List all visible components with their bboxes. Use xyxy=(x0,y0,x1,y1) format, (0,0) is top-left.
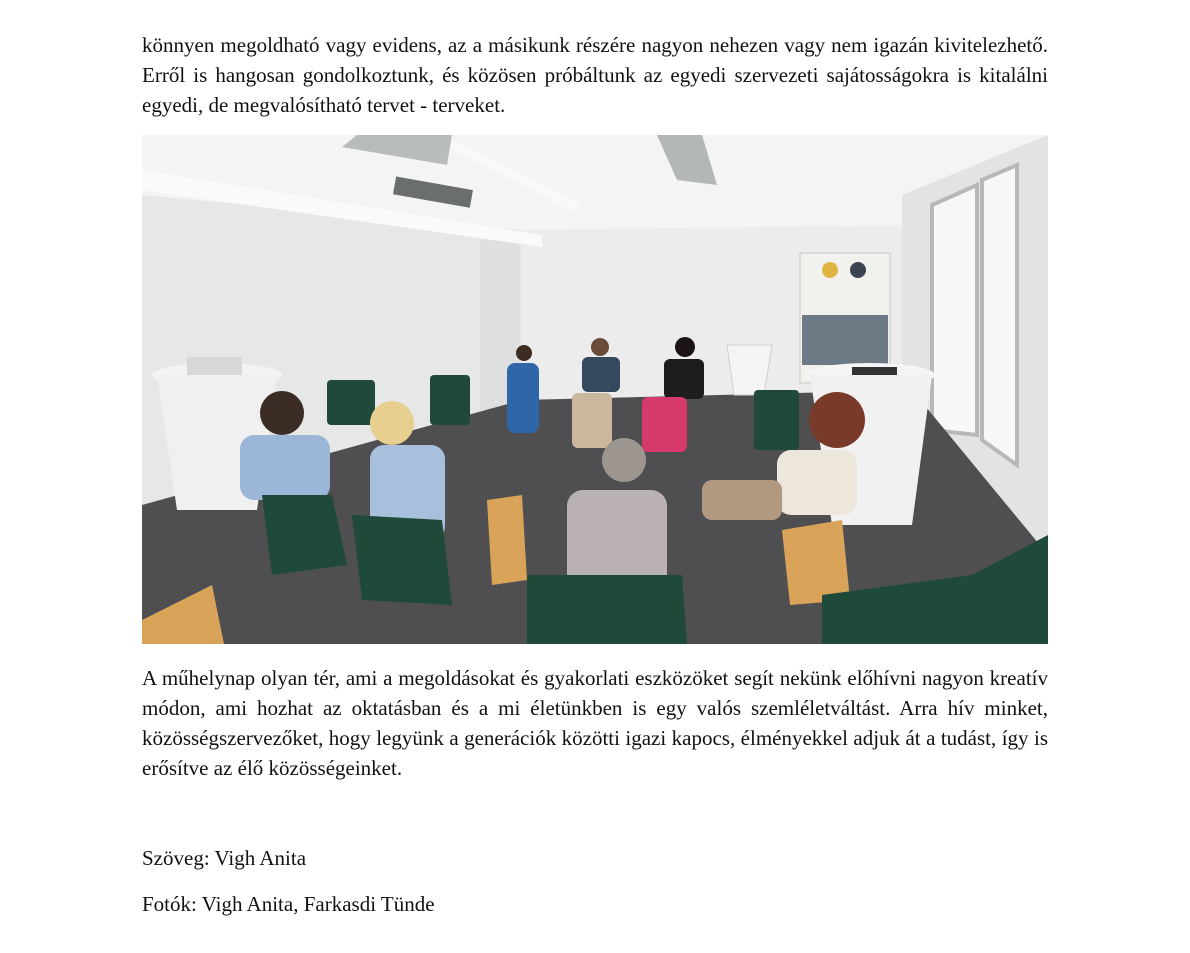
photo-credit: Fotók: Vigh Anita, Farkasdi Tünde xyxy=(142,892,435,916)
paragraph-top: könnyen megoldható vagy evidens, az a másikunk részére nagyon nehezen vagy nem igazán kivitelezhető. Erről is hangosan gondolkoztunk, és közösen próbáltunk az egyedi szervezeti sajátosságokra is kitalálni egyedi, de megvalósítható tervet - terveket. xyxy=(142,33,1048,117)
text-credit: Szöveg: Vigh Anita xyxy=(142,846,307,870)
chair xyxy=(352,515,452,605)
chair xyxy=(262,495,347,575)
chair xyxy=(527,575,687,644)
chair xyxy=(487,495,527,585)
workshop-photo xyxy=(142,135,1048,644)
paragraph-bottom: A műhelynap olyan tér, ami a megoldásokat és gyakorlati eszközöket segít nekünk előhívni nagyon kreatív módon, ami hozhat az oktatásban és a mi életünkben is egy valós szemléletváltást. Arra hív minket, közösségszervezőket, hogy legyünk a generációk közötti igazi kapocs, élményekkel adjuk át a tudást, így is erősítve az élő közösségeinket. xyxy=(142,666,1048,780)
chair xyxy=(782,520,850,605)
window xyxy=(982,165,1017,465)
window xyxy=(932,185,977,435)
article-body-bottom xyxy=(142,663,1048,783)
article-body xyxy=(142,30,1048,120)
